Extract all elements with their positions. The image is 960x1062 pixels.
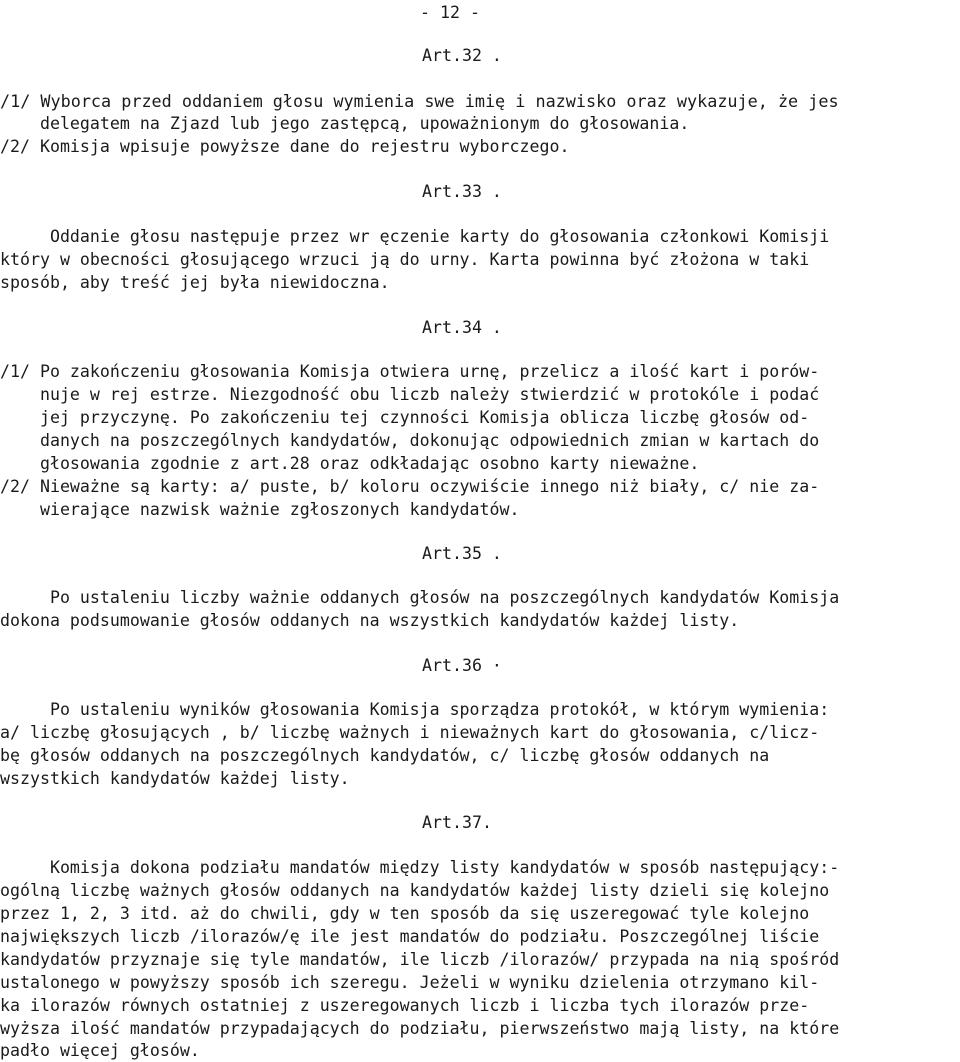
article-heading: Art.32 . — [422, 46, 502, 65]
text-line: delegatem na Zjazd lub jego zastępcą, upoważnionym do głosowania. — [0, 114, 690, 133]
text-line: wyższa ilość mandatów przypadających do podziału, pierwszeństwo mają listy, na które — [0, 1019, 840, 1038]
text-line: ka ilorazów równych ostatniej z uszeregowanych liczb i liczba tych ilorazów prze- — [0, 996, 810, 1015]
text-line: kandydatów przyznaje się tyle mandatów, ile liczb /ilorazów/ przypada na nią spośród — [0, 950, 840, 969]
text-line: /2/ Komisja wpisuje powyższe dane do rejestru wyborczego. — [0, 137, 570, 156]
page-number: - 12 - — [420, 3, 480, 22]
text-line: Komisja dokona podziału mandatów między listy kandydatów w sposób następujący:- — [0, 858, 840, 877]
text-line: padło więcej głosów. — [0, 1041, 200, 1060]
text-line: sposób, aby treść jej była niewidoczna. — [0, 273, 390, 292]
article-heading: Art.34 . — [422, 318, 502, 337]
text-line: głosowania zgodnie z art.28 oraz odkładając osobno karty nieważne. — [0, 454, 700, 473]
article-heading: Art.33 . — [422, 182, 502, 201]
text-line: dokona podsumowanie głosów oddanych na wszystkich kandydatów każdej listy. — [0, 611, 740, 630]
text-line: Po ustaleniu liczby ważnie oddanych głosów na poszczególnych kandydatów Komisja — [0, 588, 840, 607]
text-line: przez 1, 2, 3 itd. aż do chwili, gdy w ten sposób da się uszeregować tyle kolejno — [0, 904, 810, 923]
text-line: /2/ Nieważne są karty: a/ puste, b/ koloru oczywiście innego niż biały, c/ nie za- — [0, 477, 820, 496]
text-line: /1/ Po zakończeniu głosowania Komisja otwiera urnę, przelicz a ilość kart i porów- — [0, 362, 820, 381]
text-line: największych liczb /ilorazów/ę ile jest mandatów do podziału. Poszczególnej liście — [0, 927, 820, 946]
text-line: wierające nazwisk ważnie zgłoszonych kandydatów. — [0, 500, 520, 519]
text-line: jej przyczynę. Po zakończeniu tej czynności Komisja oblicza liczbę głosów od- — [0, 408, 810, 427]
text-line: nuje w rej estrze. Niezgodność obu liczb należy stwierdzić w protokóle i podać — [0, 385, 820, 404]
text-line: bę głosów oddanych na poszczególnych kandydatów, c/ liczbę głosów oddanych na — [0, 746, 770, 765]
text-line: ogólną liczbę ważnych głosów oddanych na kandydatów każdej listy dzieli się kolejno — [0, 881, 830, 900]
text-line: ustalonego w powyższy sposób ich szeregu. Jeżeli w wyniku dzielenia otrzymano kil- — [0, 973, 820, 992]
text-line: Po ustaleniu wyników głosowania Komisja sporządza protokół, w którym wymienia: — [0, 700, 830, 719]
text-line: wszystkich kandydatów każdej listy. — [0, 769, 350, 788]
article-heading: Art.35 . — [422, 544, 502, 563]
article-heading: Art.36 · — [422, 656, 502, 675]
text-line: a/ liczbę głosujących , b/ liczbę ważnych i nieważnych kart do głosowania, c/licz- — [0, 723, 820, 742]
text-line: /1/ Wyborca przed oddaniem głosu wymienia swe imię i nazwisko oraz wykazuje, że jes — [0, 91, 839, 111]
text-line: Oddanie głosu następuje przez wr ęczenie karty do głosowania członkowi Komisji — [0, 227, 830, 246]
text-line: danych na poszczególnych kandydatów, dokonując odpowiednich zmian w kartach do — [0, 431, 820, 450]
article-heading: Art.37. — [422, 813, 492, 832]
text-line: który w obecności głosującego wrzuci ją do urny. Karta powinna być złożona w taki — [0, 250, 810, 269]
